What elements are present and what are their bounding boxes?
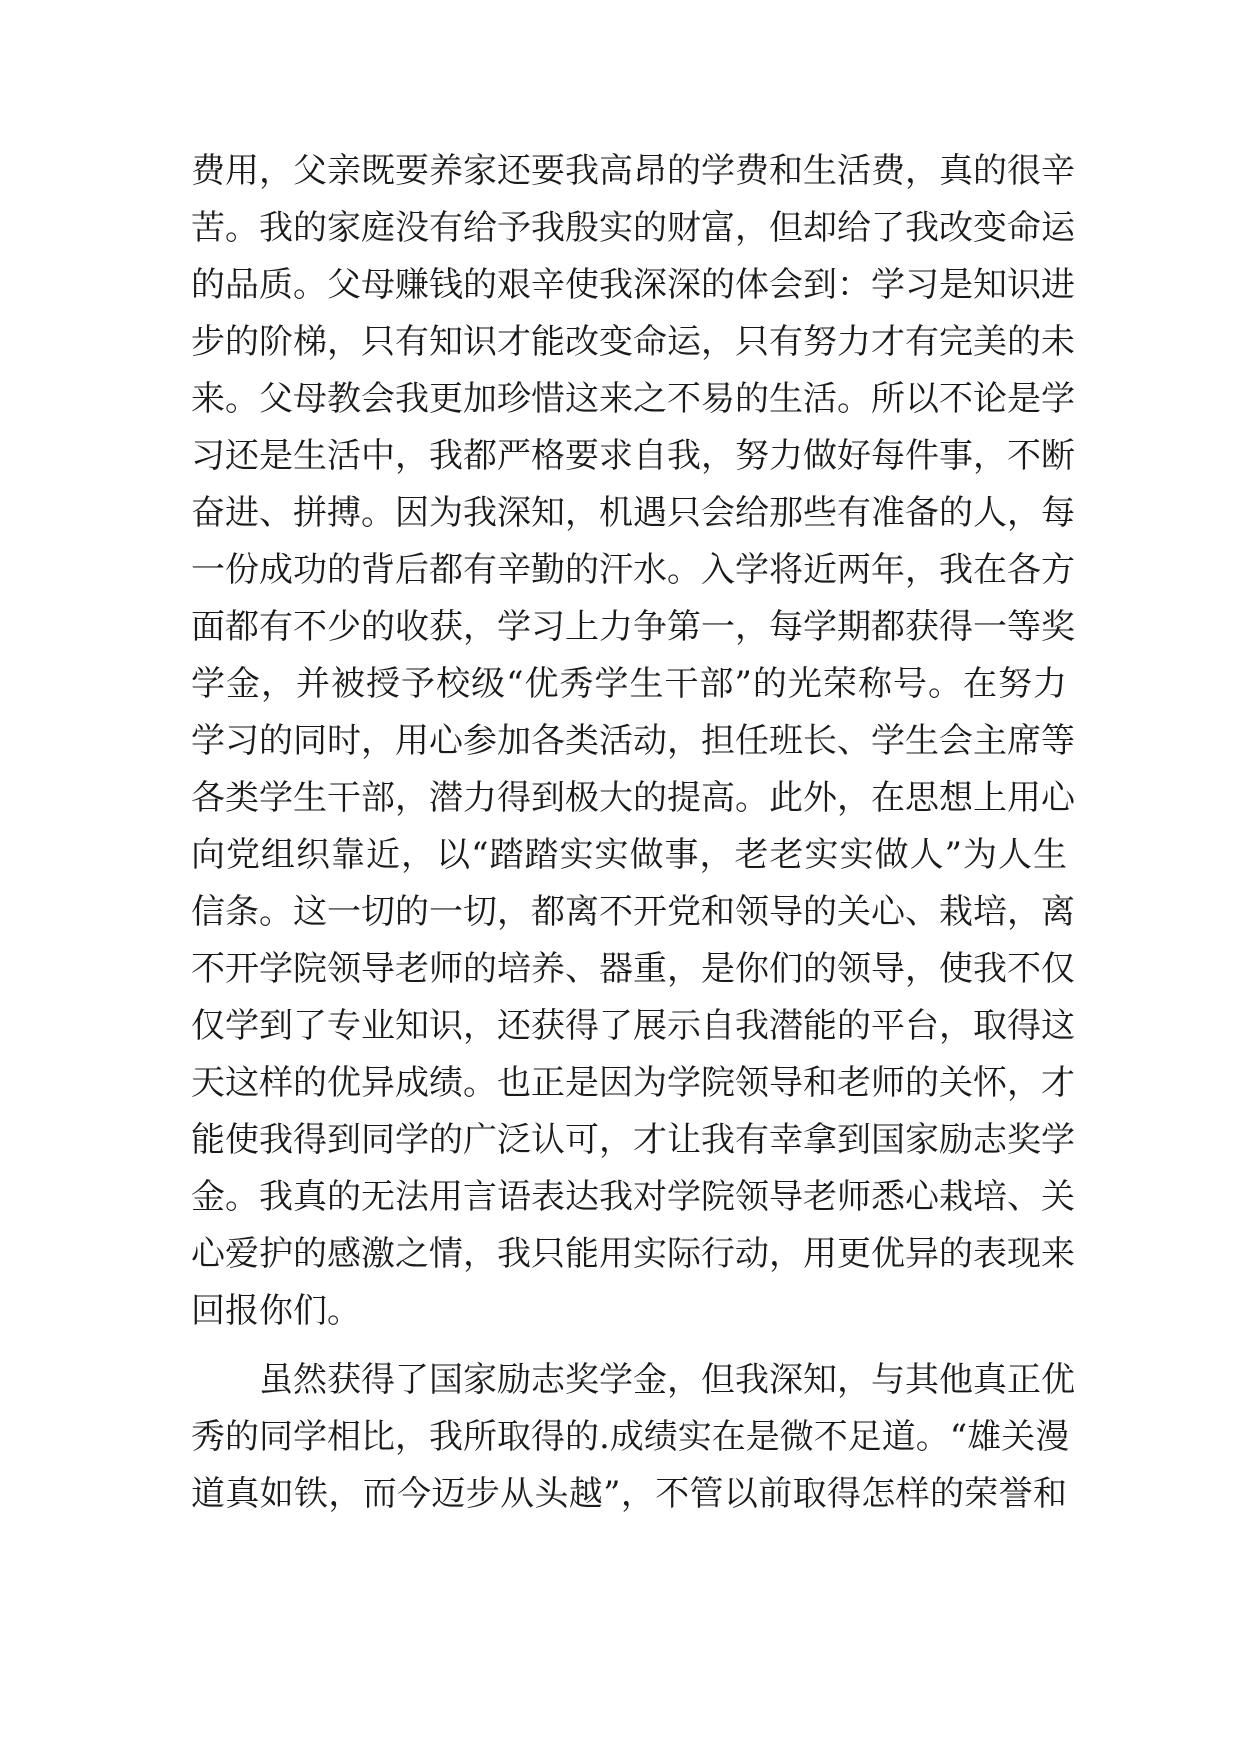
- text-line: 奋进、拼搏。因为我深知，机遇只会给那些有准备的人，每: [191, 493, 1075, 533]
- text-line: 各类学生干部，潜力得到极大的提高。此外，在思想上用心: [191, 778, 1075, 818]
- text-line: 心爱护的感激之情，我只能用实际行动，用更优异的表现来: [191, 1234, 1075, 1274]
- text-line: 习还是生活中，我都严格要求自我，努力做好每件事，不断: [191, 436, 1075, 476]
- text-line: 金。我真的无法用言语表达我对学院领导老师悉心栽培、关: [191, 1177, 1075, 1217]
- text-line: 面都有不少的收获，学习上力争第一，每学期都获得一等奖: [191, 607, 1075, 647]
- text-line: 学金，并被授予校级“优秀学生干部”的光荣称号。在努力: [191, 664, 1067, 704]
- text-line: 信条。这一切的一切，都离不开党和领导的关心、栽培，离: [191, 892, 1075, 932]
- text-line: 一份成功的背后都有辛勤的汗水。入学将近两年，我在各方: [191, 550, 1075, 590]
- text-line: 来。父母教会我更加珍惜这来之不易的生活。所以不论是学: [191, 379, 1075, 419]
- text-line: 秀的同学相比，我所取得的.成绩实在是微不足道。“雄关漫: [191, 1417, 1070, 1457]
- text-line: 回报你们。: [191, 1291, 361, 1331]
- text-line: 道真如铁，而今迈步从头越”，不管以前取得怎样的荣誉和: [191, 1474, 1067, 1514]
- text-line: 步的阶梯，只有知识才能改变命运，只有努力才有完美的未: [191, 322, 1075, 362]
- text-line: 不开学院领导老师的培养、器重，是你们的领导，使我不仅: [191, 949, 1075, 989]
- text-line: 向党组织靠近，以“踏踏实实做事，老老实实做人”为人生: [191, 835, 1067, 875]
- text-line: 仅学到了专业知识，还获得了展示自我潜能的平台，取得这: [191, 1006, 1075, 1046]
- paragraph-1: [191, 143, 1075, 1340]
- text-line: 的品质。父母赚钱的艰辛使我深深的体会到：学习是知识进: [191, 265, 1075, 305]
- text-line: 虽然获得了国家励志奖学金，但我深知，与其他真正优: [191, 1360, 1075, 1400]
- paragraph-spacer: [191, 1340, 1067, 1352]
- document-body: [191, 143, 1075, 1523]
- text-line: 苦。我的家庭没有给予我殷实的财富，但却给了我改变命运: [191, 208, 1075, 248]
- text-line: 能使我得到同学的广泛认可，才让我有幸拿到国家励志奖学: [191, 1120, 1075, 1160]
- text-line: 学习的同时，用心参加各类活动，担任班长、学生会主席等: [191, 721, 1075, 761]
- text-line: 天这样的优异成绩。也正是因为学院领导和老师的关怀，才: [191, 1063, 1075, 1103]
- paragraph-2: [191, 1352, 1075, 1523]
- text-line: 费用，父亲既要养家还要我高昂的学费和生活费，真的很辛: [191, 151, 1075, 191]
